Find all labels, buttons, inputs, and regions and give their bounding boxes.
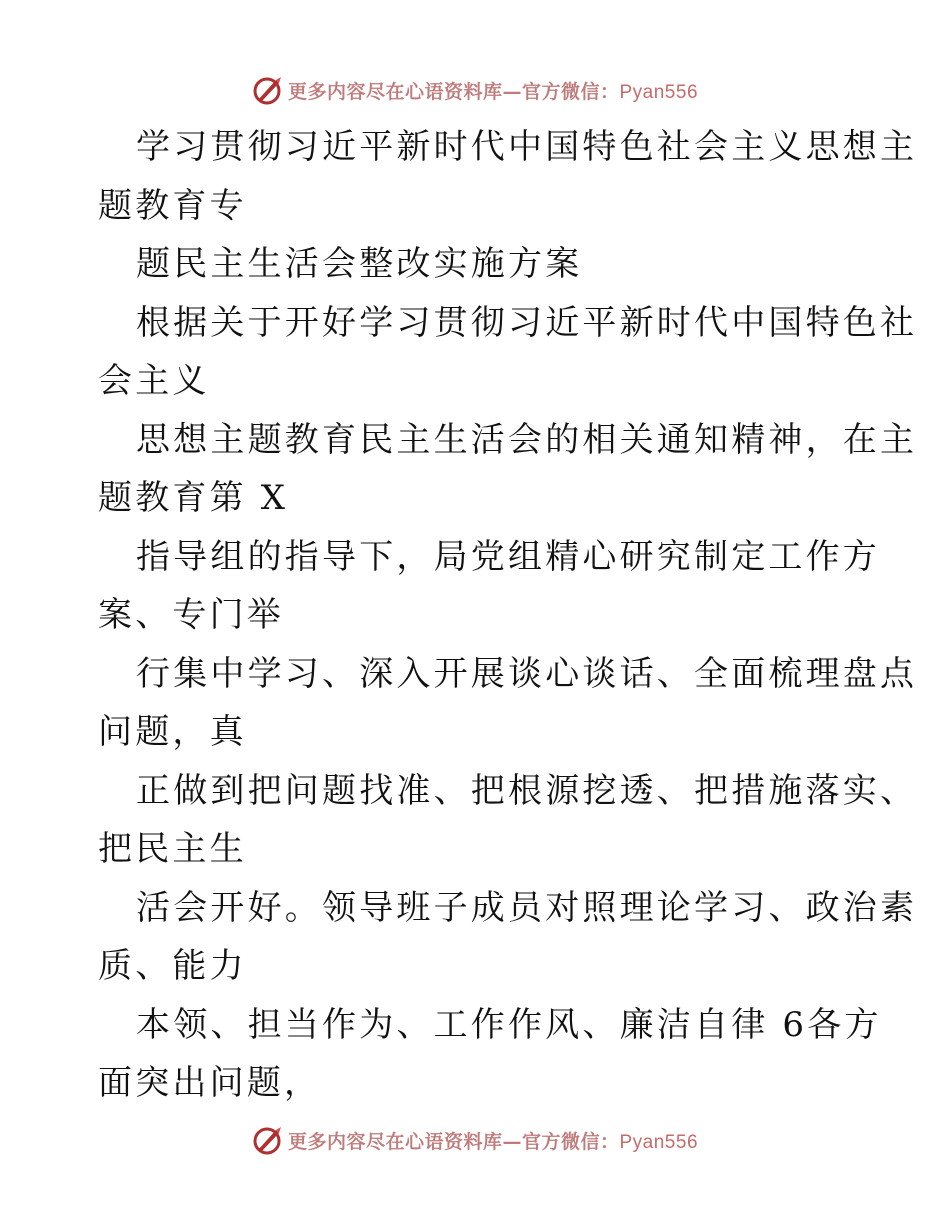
- watermark-text: 更多内容尽在心语资料库—官方微信：: [287, 1130, 620, 1153]
- feather-pen-logo-icon: [252, 1124, 284, 1156]
- watermark-text: 更多内容尽在心语资料库—官方微信：: [287, 80, 620, 103]
- footer-watermark: [0, 1120, 950, 1160]
- document-line: 题教育第 X: [98, 478, 289, 518]
- document-line: 案、专门举: [98, 595, 284, 635]
- document-line: 把民主生: [98, 829, 247, 869]
- document-line: 根据关于开好学习贯彻习近平新时代中国特色社: [136, 302, 918, 343]
- document-line: 正做到把问题找准、把根源挖透、把措施落实、: [136, 770, 918, 811]
- document-line: 题教育专: [98, 185, 247, 226]
- document-body: [98, 118, 918, 1113]
- document-line: 问题，真: [98, 712, 247, 752]
- document-line: 面突出问题，: [98, 1063, 322, 1103]
- document-line: 行集中学习、深入开展谈心谈话、全面梳理盘点: [136, 653, 918, 694]
- document-line: 思想主题教育民主生活会的相关通知精神，在主: [136, 419, 918, 460]
- document-line: 会主义: [98, 361, 210, 401]
- watermark-wechat-id: Pyan556: [619, 1131, 699, 1153]
- document-line: 题民主生活会整改实施方案: [136, 244, 583, 284]
- header-watermark: [0, 70, 950, 110]
- watermark-wechat-id: Pyan556: [619, 81, 699, 103]
- feather-pen-logo-icon: [252, 74, 284, 106]
- document-line: 本领、担当作为、工作作风、廉洁自律 6各方: [136, 1004, 882, 1045]
- document-line: 质、能力: [98, 946, 247, 986]
- document-line: 活会开好。领导班子成员对照理论学习、政治素: [136, 887, 918, 928]
- document-line: 指导组的指导下，局党组精心研究制定工作方: [136, 536, 880, 577]
- document-line: 学习贯彻习近平新时代中国特色社会主义思想主: [136, 127, 918, 167]
